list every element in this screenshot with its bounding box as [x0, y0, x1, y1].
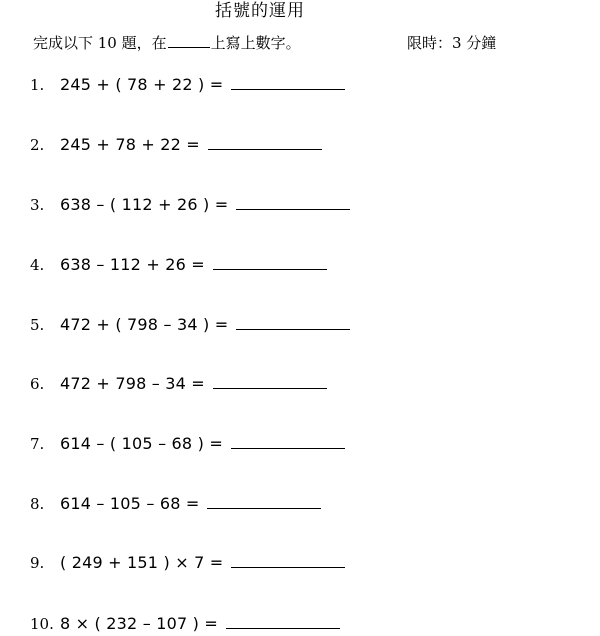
question-number: 5. — [30, 316, 45, 334]
time-limit: 限時：3 分鐘 — [407, 34, 497, 52]
question-expression: 245 + 78 + 22 = — [60, 135, 200, 154]
instruction-text-after: 上寫上數字。 — [210, 34, 301, 52]
question-expression: 614 – ( 105 – 68 ) = — [60, 434, 223, 453]
question-expression: 638 – 112 + 26 = — [60, 255, 205, 274]
question-row — [30, 612, 340, 636]
question-expression: ( 249 + 151 ) × 7 = — [60, 553, 224, 572]
question-expression: 638 – ( 112 + 26 ) = — [60, 195, 229, 214]
question-number: 8. — [30, 495, 45, 513]
answer-blank[interactable] — [208, 133, 322, 150]
question-number: 10. — [30, 615, 54, 633]
answer-blank[interactable] — [213, 253, 327, 270]
question-number: 2. — [30, 136, 45, 154]
worksheet-title: 括號的運用 — [215, 1, 305, 21]
answer-blank[interactable] — [231, 73, 345, 90]
question-row — [30, 313, 350, 337]
question-row — [30, 253, 327, 277]
answer-blank[interactable] — [226, 612, 340, 629]
question-row — [30, 432, 345, 456]
question-number: 9. — [30, 554, 45, 572]
question-expression: 8 × ( 232 – 107 ) = — [60, 614, 218, 633]
instructions — [33, 33, 301, 53]
question-row — [30, 492, 321, 516]
answer-blank[interactable] — [236, 313, 350, 330]
answer-blank[interactable] — [236, 193, 350, 210]
instruction-text-before: 完成以下 10 題，在 — [33, 34, 167, 52]
question-number: 3. — [30, 196, 45, 214]
answer-blank[interactable] — [231, 551, 345, 568]
question-row — [30, 133, 322, 157]
question-number: 7. — [30, 435, 45, 453]
question-row — [30, 551, 345, 575]
question-expression: 472 + ( 798 – 34 ) = — [60, 315, 229, 334]
question-row — [30, 372, 327, 396]
question-number: 4. — [30, 256, 45, 274]
question-expression: 472 + 798 – 34 = — [60, 374, 205, 393]
answer-blank[interactable] — [213, 372, 327, 389]
question-row — [30, 193, 350, 217]
question-row — [30, 73, 345, 97]
example-blank — [168, 33, 210, 48]
question-expression: 614 – 105 – 68 = — [60, 494, 200, 513]
question-number: 1. — [30, 76, 45, 94]
question-number: 6. — [30, 375, 45, 393]
answer-blank[interactable] — [231, 432, 345, 449]
question-expression: 245 + ( 78 + 22 ) = — [60, 75, 224, 94]
answer-blank[interactable] — [207, 492, 321, 509]
